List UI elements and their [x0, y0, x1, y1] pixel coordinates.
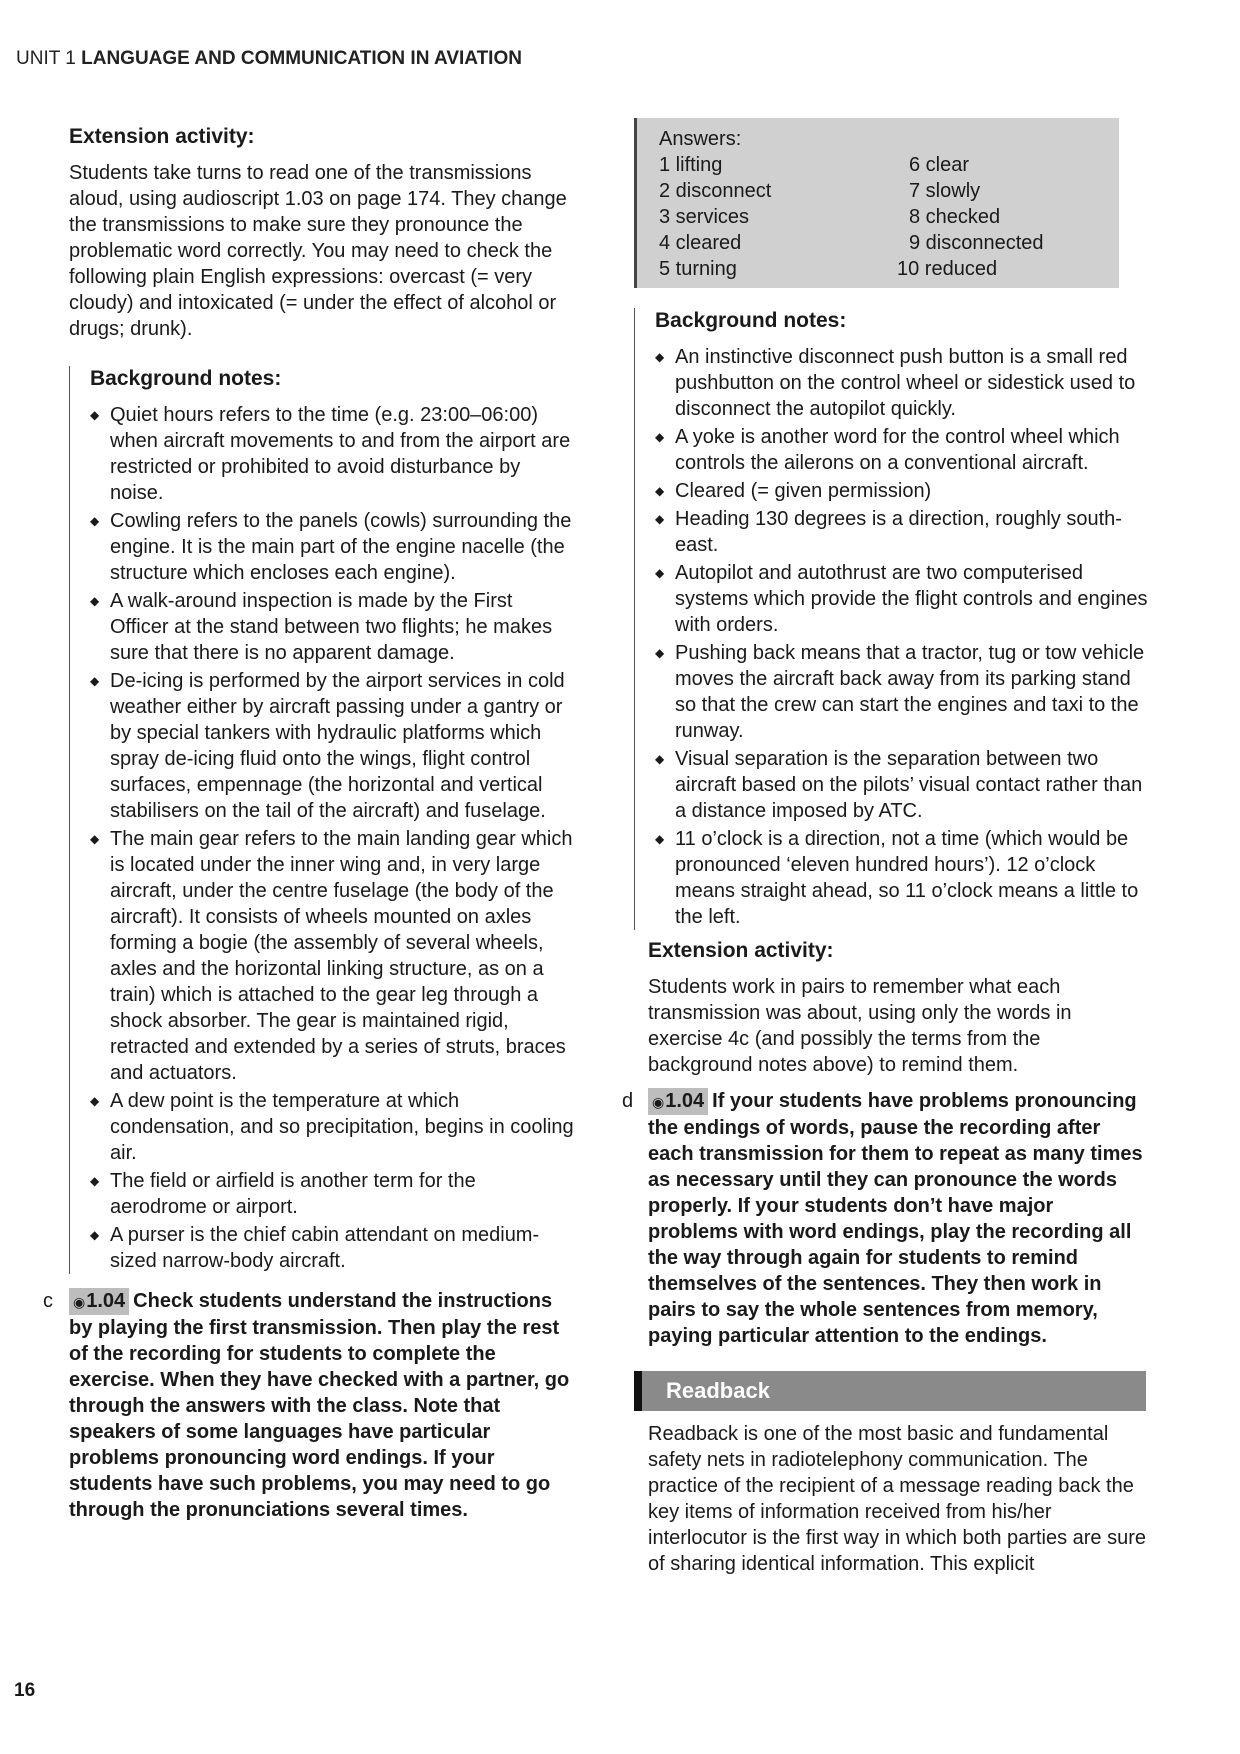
page-number: 16 — [14, 1680, 36, 1701]
extension-text: Students work in pairs to remember what each transmission was about, using only the words in exercise 4c (and possibly the terms from the background notes above) to remind them. — [648, 976, 1072, 1076]
background-notes-list — [655, 344, 1148, 930]
answer-item: 8 checked — [909, 206, 1001, 228]
right-column — [622, 118, 1148, 1577]
note-item: ◆ The main gear refers to the main landing gear which is located under the inner wing and, in very large aircraft, under the centre fuselage (the body of the aircraft). It consists of wheels mounted on axles forming a bogie (the assembly of several wheels, axles and the horizontal linking structure, as on a train) which is attached to the gear leg through a shock absorber. The gear is maintained rigid, retracted and extended by a series of struts, braces and actuators. — [90, 826, 574, 1086]
unit-label: UNIT 1 — [16, 48, 76, 69]
disc-icon: ◉ — [652, 1094, 665, 1110]
note-item: ◆ Cowling refers to the panels (cowls) surrounding the engine. It is the main part of the engine nacelle (the structure which encloses each engine). — [90, 508, 574, 586]
note-item: ◆ Visual separation is the separation between two aircraft based on the pilots’ visual contact rather than a distance imposed by ATC. — [655, 746, 1148, 824]
note-item: ◆ Heading 130 degrees is a direction, roughly south-east. — [655, 506, 1148, 558]
section-c — [43, 1288, 574, 1523]
answer-item: 1 lifting — [659, 154, 723, 176]
section-d-text: If your students have problems pronouncing the endings of words, pause the recording after each transmission for them to repeat as many times as necessary until they can pronounce the words properly. If your students don’t have major problems with word endings, play the recording all the way through again for students to remind themselves of the sentences. They then work in pairs to say the whole sentences from memory, paying particular attention to the endings. — [648, 1090, 1143, 1347]
disc-icon: ◉ — [73, 1294, 86, 1310]
section-letter: d — [622, 1090, 634, 1112]
note-item: ◆ Autopilot and autothrust are two computerised systems which provide the flight controls and engines with orders. — [655, 560, 1148, 638]
section-c-text: Check students understand the instructions by playing the first transmission. Then play the rest of the recording for students to complete the exercise. When they have checked with a partner, go through the answers with the class. Note that speakers of some languages have particular problems pronouncing word endings. If your students have such problems, you may need to go through the pronunciations several times. — [69, 1290, 570, 1521]
note-item: ◆ Pushing back means that a tractor, tug or tow vehicle moves the aircraft back away from its parking stand so that the crew can start the engines and taxi to the runway. — [655, 640, 1148, 744]
note-item: ◆ A purser is the chief cabin attendant on medium-sized narrow-body aircraft. — [90, 1222, 574, 1274]
background-notes-box — [69, 366, 574, 1274]
unit-title: LANGUAGE AND COMMUNICATION IN AVIATION — [81, 48, 522, 69]
readback-heading: Readback — [666, 1378, 770, 1403]
left-column — [43, 124, 574, 1523]
note-item: ◆ A walk-around inspection is made by the First Officer at the stand between two flights; he makes sure that there is no apparent damage. — [90, 588, 574, 666]
note-item: ◆ Cleared (= given permission) — [655, 478, 1148, 504]
note-item: ◆ A yoke is another word for the control wheel which controls the ailerons on a conventional aircraft. — [655, 424, 1148, 476]
section-letter: c — [43, 1290, 53, 1312]
note-item: ◆ De-icing is performed by the airport services in cold weather either by aircraft passing under a gantry or by special tankers with hydraulic platforms which spray de-icing fluid onto the wings, flight control surfaces, empennage (the horizontal and vertical stabilisers on the tail of the aircraft) and fuselage. — [90, 668, 574, 824]
extension-text: Students take turns to read one of the transmissions aloud, using audioscript 1.03 on page 174. They change the transmissions to make sure they pronounce the problematic word correctly. You may need to check the following plain English expressions: overcast (= very cloudy) and intoxicated (= under the effect of alcohol or drugs; drunk). — [69, 162, 567, 340]
readback-heading-bar — [634, 1371, 1146, 1411]
audio-track-tag: ◉1.04 — [648, 1088, 708, 1115]
readback-text: Readback is one of the most basic and fundamental safety nets in radiotelephony communication. The practice of the recipient of a message reading back the key items of information received from his/her interlocutor is the first way in which both parties are sure of sharing identical information. This explicit — [648, 1423, 1146, 1575]
background-notes-box — [634, 308, 1148, 930]
audio-track-tag: ◉1.04 — [69, 1288, 129, 1315]
answers-heading: Answers: — [659, 128, 742, 150]
note-item: ◆ Quiet hours refers to the time (e.g. 23:00–06:00) when aircraft movements to and from the airport are restricted or prohibited to avoid disturbance by noise. — [90, 402, 574, 506]
note-item: ◆ A dew point is the temperature at which condensation, and so precipitation, begins in cooling air. — [90, 1088, 574, 1166]
note-item: ◆ An instinctive disconnect push button is a small red pushbutton on the control wheel or sidestick used to disconnect the autopilot quickly. — [655, 344, 1148, 422]
answers-grid — [659, 152, 1101, 282]
answer-item: 4 cleared — [659, 232, 742, 254]
background-heading: Background notes: — [90, 367, 282, 390]
unit-header — [16, 48, 522, 70]
extension-heading: Extension activity: — [648, 939, 834, 962]
answer-item: 9 disconnected — [909, 232, 1044, 254]
answer-item: 2 disconnect — [659, 180, 772, 202]
answer-item: 6 clear — [909, 154, 970, 176]
background-heading: Background notes: — [655, 309, 847, 332]
section-d — [622, 1088, 1148, 1349]
answer-item: 7 slowly — [909, 180, 981, 202]
answer-item: 10 reduced — [897, 258, 998, 280]
note-item: ◆ The field or airfield is another term for the aerodrome or airport. — [90, 1168, 574, 1220]
answers-box — [634, 118, 1119, 288]
note-item: ◆ 11 o’clock is a direction, not a time (which would be pronounced ‘eleven hundred hours’). 12 o’clock means straight ahead, so 11 o’clock means a little to the left. — [655, 826, 1148, 930]
answer-item: 5 turning — [659, 258, 737, 280]
background-notes-list — [90, 402, 574, 1274]
extension-heading: Extension activity: — [69, 125, 255, 148]
answer-item: 3 services — [659, 206, 750, 228]
